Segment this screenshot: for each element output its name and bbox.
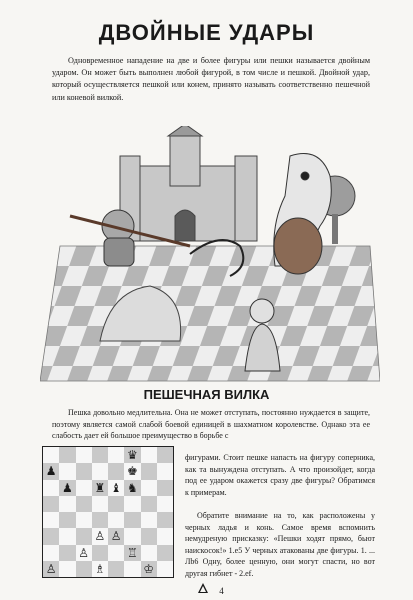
board-square — [108, 463, 124, 479]
board-square — [141, 512, 157, 528]
board-square — [141, 463, 157, 479]
board-square — [59, 447, 75, 463]
board-square: ♟ — [43, 463, 59, 479]
board-square — [141, 545, 157, 561]
board-square — [141, 496, 157, 512]
board-square: ♙ — [92, 528, 108, 544]
board-square — [76, 496, 92, 512]
board-square: ♙ — [76, 545, 92, 561]
board-square: ♚ — [124, 463, 140, 479]
board-square — [92, 447, 108, 463]
board-square — [92, 545, 108, 561]
board-square — [157, 528, 173, 544]
board-square: ♛ — [124, 447, 140, 463]
board-square — [59, 463, 75, 479]
page-number: 4 — [219, 586, 224, 596]
board-square — [76, 561, 92, 577]
chess-diagram — [42, 446, 174, 578]
board-square — [108, 512, 124, 528]
board-square — [141, 447, 157, 463]
board-square: ♙ — [108, 528, 124, 544]
board-square — [59, 561, 75, 577]
board-square — [157, 447, 173, 463]
board-square: ♗ — [92, 561, 108, 577]
board-square — [76, 463, 92, 479]
board-square — [43, 528, 59, 544]
board-square — [157, 463, 173, 479]
board-square — [157, 496, 173, 512]
board-square — [92, 463, 108, 479]
board-square — [76, 447, 92, 463]
board-square — [76, 480, 92, 496]
board-square: ♞ — [124, 480, 140, 496]
castle-illustration — [40, 126, 380, 386]
board-square: ♔ — [141, 561, 157, 577]
board-square — [124, 528, 140, 544]
board-square — [43, 447, 59, 463]
board-square — [108, 561, 124, 577]
section-paragraph-2: фигурами. Стоит пешке напасть на фигуру соперника, как та вынуждена отступать. А что произойдет, когда под ее ударом окажется сразу две фигуры? Обратимся к примерам. — [185, 453, 375, 497]
board-square — [59, 528, 75, 544]
board-square: ♝ — [108, 480, 124, 496]
page-title: ДВОЙНЫЕ УДАРЫ — [98, 20, 315, 45]
section-paragraph-3: Обратите внимание на то, как расположены у черных ладья и конь. Самое время вспомнить немудреную присказку: «Пешки ходят прямо, бьют наискосок!» 1.e5 У черных атакованы две фигуры. 1. ... Лb6 Одну, более ценную, они могут спасти, но вот другая гибнет - 2.ef. — [185, 511, 375, 578]
board-square — [92, 496, 108, 512]
board-square — [43, 496, 59, 512]
board-square — [108, 447, 124, 463]
board-square: ♜ — [92, 480, 108, 496]
board-square — [157, 545, 173, 561]
board-square — [141, 528, 157, 544]
board-square: ♟ — [59, 480, 75, 496]
board-square: ♙ — [43, 561, 59, 577]
board-square — [124, 512, 140, 528]
board-square — [124, 496, 140, 512]
section-heading: ПЕШЕЧНАЯ ВИЛКА — [143, 387, 270, 402]
board-square — [157, 561, 173, 577]
board-square — [76, 512, 92, 528]
board-square — [108, 496, 124, 512]
board-square — [124, 561, 140, 577]
board-square — [43, 480, 59, 496]
board-square — [59, 496, 75, 512]
section-paragraph-1: Пешка довольно медлительна. Она не может отступать, постоянно нуждается в защите, поэтому является самой слабой боевой единицей в шахматном королевстве. Однако эта ее слабость дает ей большое преимущество в борьбе с — [52, 408, 370, 440]
board-square — [92, 512, 108, 528]
intro-paragraph: Одновременное нападение на две и более фигуры или пешки называется двойным ударом. Он может быть выполнен любой фигурой, в том числе и пешкой. Двойной удар, который осуществляется пешкой или конем, принято называть соответственно пешечной или коневой вилкой. — [52, 56, 370, 102]
board-square — [76, 528, 92, 544]
board-square — [141, 480, 157, 496]
board-square — [59, 512, 75, 528]
board-square — [43, 545, 59, 561]
board-square — [157, 480, 173, 496]
board-square — [108, 545, 124, 561]
board-square — [59, 545, 75, 561]
board-square — [157, 512, 173, 528]
board-square — [43, 512, 59, 528]
board-square: ♖ — [124, 545, 140, 561]
